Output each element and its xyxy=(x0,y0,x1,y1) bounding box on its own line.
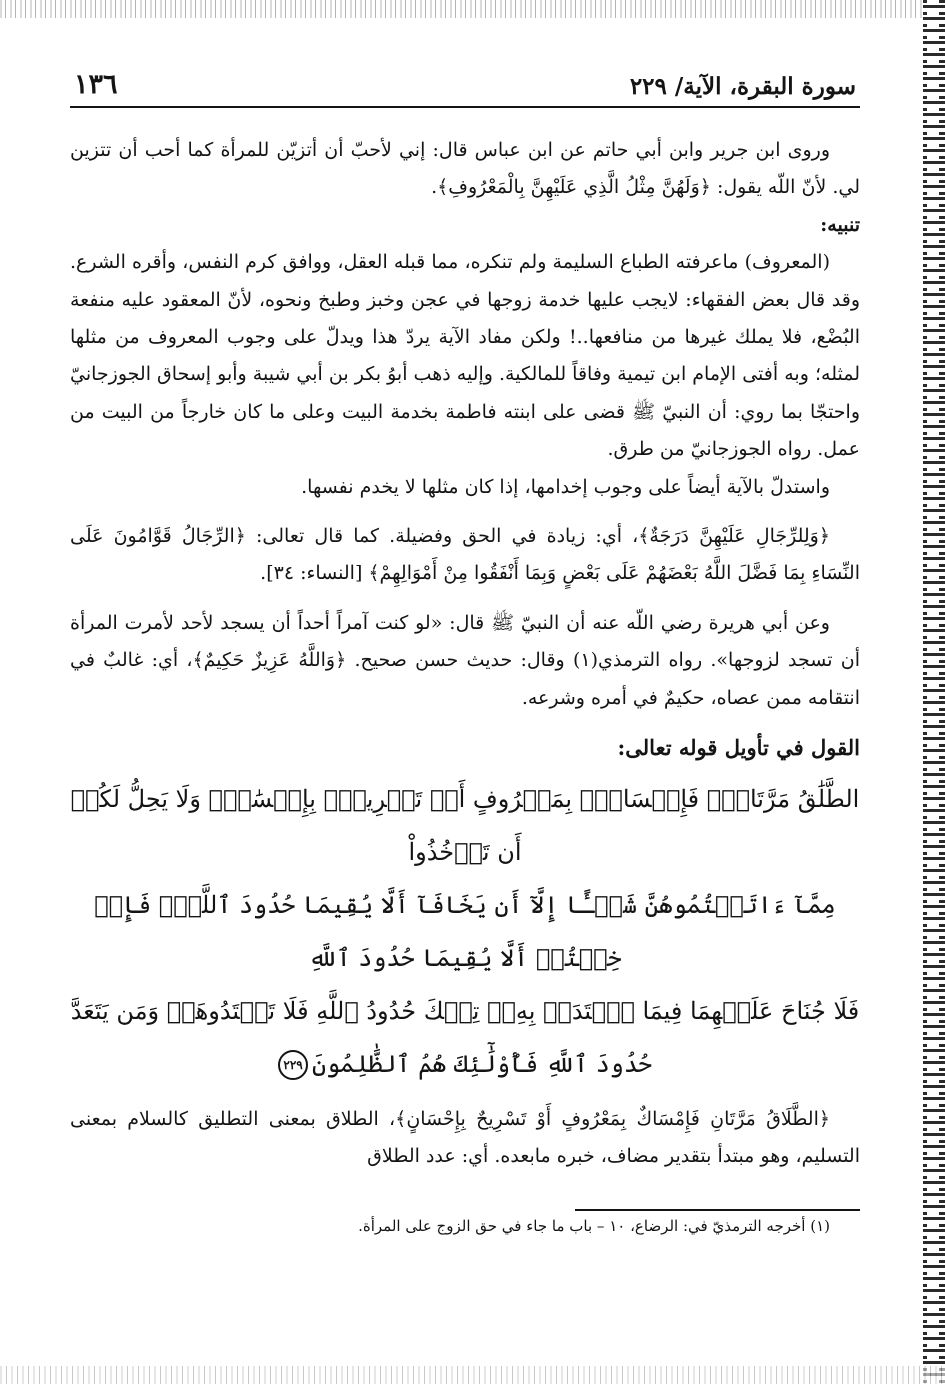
verse-line: الطَّلَٰقُ مَرَّتَانِۖ فَإِمۡسَاكُۢ بِمَعۡرُوفٍ أَوۡ تَسۡرِيحُۢ بِإِحۡسَٰنٖۗ وَلَا يَحِلُّ لَكُمۡ أَن تَأۡخُذُواْ xyxy=(70,784,860,866)
verse-line: فَلَا جُنَاحَ عَلَيۡهِمَا فِيمَا ٱفۡتَدَتۡ بِهِۦۗ تِلۡكَ حُدُودُ ٱللَّهِ فَلَا تَعۡتَدُوهَاۚ وَمَن يَتَعَدَّ xyxy=(70,996,860,1025)
page-body xyxy=(70,132,860,1241)
verse-line: مِمَّآ ءَاتَيۡتُمُوهُنَّ شَيۡـًٔا إِلَّآ أَن يَخَافَآ أَلَّا يُقِيمَا حُدُودَ ٱللَّهِۖ فَإِنۡ خِفۡتُمۡ أَلَّا يُقِيمَا حُدُودَ ٱللَّهِ xyxy=(94,890,836,972)
paragraph-talaq: ﴿الطَّلَاقُ مَرَّتَانِ فَإِمْسَاكٌ بِمَعْرُوفٍ أَوْ تَسْرِيحٌ بِإِحْسَانٍ﴾، الطلاق بمعنى التطليق كالسلام بمعنى التسليم، وهو مبتدأ بتقدير مضاف، خبره مابعده. أي: عدد الطلاق xyxy=(70,1107,860,1167)
quran-verse-block xyxy=(70,773,860,1091)
page-number: ١٣٦ xyxy=(74,69,118,100)
paragraph-abu-hurairah: وعن أبي هريرة رضي اللّه عنه أن النبيّ ﷺ قال: «لو كنت آمراً أحداً أن يسجد لأحد لأمرت المرأة أن تسجد لزوجها». رواه الترمذي(١) وقال: حديث حسن صحيح. ﴿وَاللَّهُ عَزِيزٌ حَكِيمٌ﴾، أي: غالبٌ في انتقامه ممن عصاه، حكيمٌ في أمره وشرعه. xyxy=(70,611,860,709)
paragraph-darajah: ﴿وَلِلرِّجَالِ عَلَيْهِنَّ دَرَجَةٌ﴾، أي: زيادة في الحق وفضيلة. كما قال تعالى: ﴿الرِّجَالُ قَوَّامُونَ عَلَى النِّسَاءِ بِمَا فَضَّلَ اللَّهُ بَعْضَهُمْ عَلَى بَعْضٍ وَبِمَا أَنْفَقُوا مِنْ أَمْوَالِهِمْ﴾ [النساء: ٣٤]. xyxy=(70,525,860,585)
page-header xyxy=(70,60,860,108)
section-heading: القول في تأويل قوله تعالى: xyxy=(617,735,860,761)
tanbih-heading: تنبيه: xyxy=(820,213,860,236)
spacer xyxy=(70,593,860,605)
paragraph-ibn-abbas: وروى ابن جرير وابن أبي حاتم عن ابن عباس قال: إني لأحبّ أن أتزيّن للمرأة كما أحب أن تتزين لي. لأنّ اللّه يقول: ﴿وَلَهُنَّ مِثْلُ الَّذِي عَلَيْهِنَّ بِالْمَعْرُوفِ﴾. xyxy=(70,139,860,199)
spacer xyxy=(70,717,860,729)
verse-line: حُدُودَ ٱللَّهِ فَأُوْلَٰٓئِكَ هُمُ ٱلظَّٰلِمُونَ xyxy=(312,1049,652,1078)
paragraph-maruf: (المعروف) ماعرفته الطباع السليمة ولم تنكره، مما قبله العقل، ووافق كرم النفس، وأقره الشرع. وقد قال بعض الفقهاء: لايجب عليها خدمة زوجها في عجن وخبز وطبخ ونحوه، لأنّ المعقود عليه منفعة البُضْع، فلا يملك غيرها من منافعها..! ولكن مفاد الآية يردّ هذا ويدلّ على وجوب المعروف من مثلها لمثله؛ وبه أفتى الإمام ابن تيمية وفاقاً للمالكية. وإليه ذهب أبوُ بكر بن أبي شيبة وأبو إسحاق الجوزجانيّ واحتجّا بما روي: أن النبيّ ﷺ قضى على ابنته فاطمة بخدمة البيت وعلى ما كان خارجاً من البيت من عمل. رواه الجوزجانيّ من طرق. xyxy=(70,251,860,461)
decorative-border-right xyxy=(923,0,945,1384)
decorative-border-bottom xyxy=(0,1366,945,1384)
verse-number-icon: ٢٢٩ xyxy=(278,1050,308,1080)
verse-line-last xyxy=(70,1038,860,1091)
book-page xyxy=(70,60,860,1241)
surah-reference: سورة البقرة، الآية/ ٢٢٩ xyxy=(629,73,856,100)
footnote: (١) أخرجه الترمذيّ في: الرضاع، ١٠ – باب ما جاء في حق الزوج على المرأة. xyxy=(358,1217,830,1236)
decorative-border-top xyxy=(0,0,945,18)
paragraph-istidlal: واستدلّ بالآية أيضاً على وجوب إخدامها، إذا كان مثلها لا يخدم نفسها. xyxy=(301,475,830,498)
spacer xyxy=(70,506,860,518)
